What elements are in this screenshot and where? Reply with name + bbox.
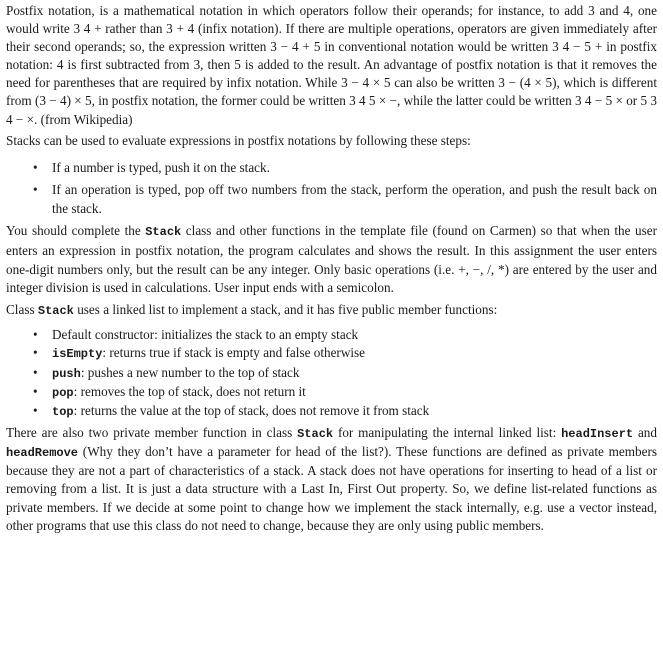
bullet-icon: • bbox=[33, 159, 38, 175]
code-isempty: isEmpty bbox=[52, 347, 103, 362]
code-stack: Stack bbox=[37, 303, 74, 318]
code-push: push bbox=[52, 366, 81, 381]
list-item: • pop: removes the top of stack, does not return it bbox=[33, 384, 306, 400]
bullet-icon: • bbox=[33, 384, 38, 399]
code-stack: Stack bbox=[297, 426, 334, 441]
code-stack: Stack bbox=[145, 225, 182, 240]
steps-list bbox=[33, 159, 657, 219]
code-headinsert: headInsert bbox=[561, 426, 634, 441]
steps-intro: Stacks can be used to evaluate expressions in postfix notations by following these steps: bbox=[6, 132, 471, 148]
class-description: Class Stack uses a linked list to implement a stack, and it has five public member functions: bbox=[6, 301, 498, 318]
code-headremove: headRemove bbox=[6, 445, 79, 460]
list-item: • If a number is typed, push it on the stack. bbox=[52, 159, 657, 178]
list-item: • isEmpty: returns true if stack is empty and false otherwise bbox=[33, 345, 365, 362]
code-pop: pop bbox=[52, 386, 74, 400]
bullet-icon: • bbox=[33, 345, 38, 361]
list-item: • If an operation is typed, pop off two numbers from the stack, perform the operation, and push the result back on the stack. bbox=[33, 182, 657, 216]
bullet-icon: • bbox=[33, 364, 38, 380]
bullet-icon: • bbox=[33, 182, 38, 198]
private-members-paragraph: There are also two private member function in class Stack for manipulating the internal linked list: headInsert and headRemove (Why they don’t have a parameter for head of the list?). These functions are defined as private members because they are not a part of characteristics of a stack. A stack does not have operations for inserting to head of a list or removing from a list. It is just a data structure with a Last In, First Out property. So, we define list-related functions as private members. If we decide at some point to change how we implement the stack internally, e.g. use a vector instead, other programs that use this class do not need to change, because they are only using public members. bbox=[6, 424, 657, 534]
assignment-paragraph: You should complete the Stack class and other functions in the template file (found on Carmen) so that when the user enters an expression in postfix notation, the program calculates and shows the result. In this assignment the user enters one-digit numbers only, but the result can be any integer. Only basic operations (i.e. +, −, /, *) are entered by the user and integer division is used in calculations. User input ends with a semicolon. bbox=[6, 223, 657, 296]
bullet-icon: • bbox=[33, 327, 38, 343]
bullet-icon: • bbox=[33, 403, 38, 419]
list-item: • push: pushes a new number to the top of stack bbox=[33, 364, 300, 381]
intro-paragraph: Postfix notation, is a mathematical notation in which operators follow their operands; for instance, to add 3 and 4, one would write 3 4 + rather than 3 + 4 (infix notation). If there are multiple operations, operators are given immediately after their second operands; so, the expression written 3 − 4 + 5 in conventional notation would be written 3 4 − 5 + in postfix notation: 4 is first subtracted from 3, then 5 is added to the result. An advantage of postfix notation is that it removes the need for parentheses that are required by infix notation. While 3 − 4 × 5 can also be written 3 − (4 × 5), which is different from (3 − 4) × 5, in postfix notation, the former could be written 3 4 5 × −, while the latter could be written 3 4 − 5 × or 5 3 4 − ×. (from Wikipedia) bbox=[6, 3, 658, 127]
list-item: • top: returns the value at the top of stack, does not remove it from stack bbox=[33, 403, 430, 420]
code-top: top bbox=[52, 405, 74, 420]
functions-list bbox=[33, 326, 657, 421]
list-item: • Default constructor: initializes the stack to an empty stack bbox=[52, 326, 657, 344]
